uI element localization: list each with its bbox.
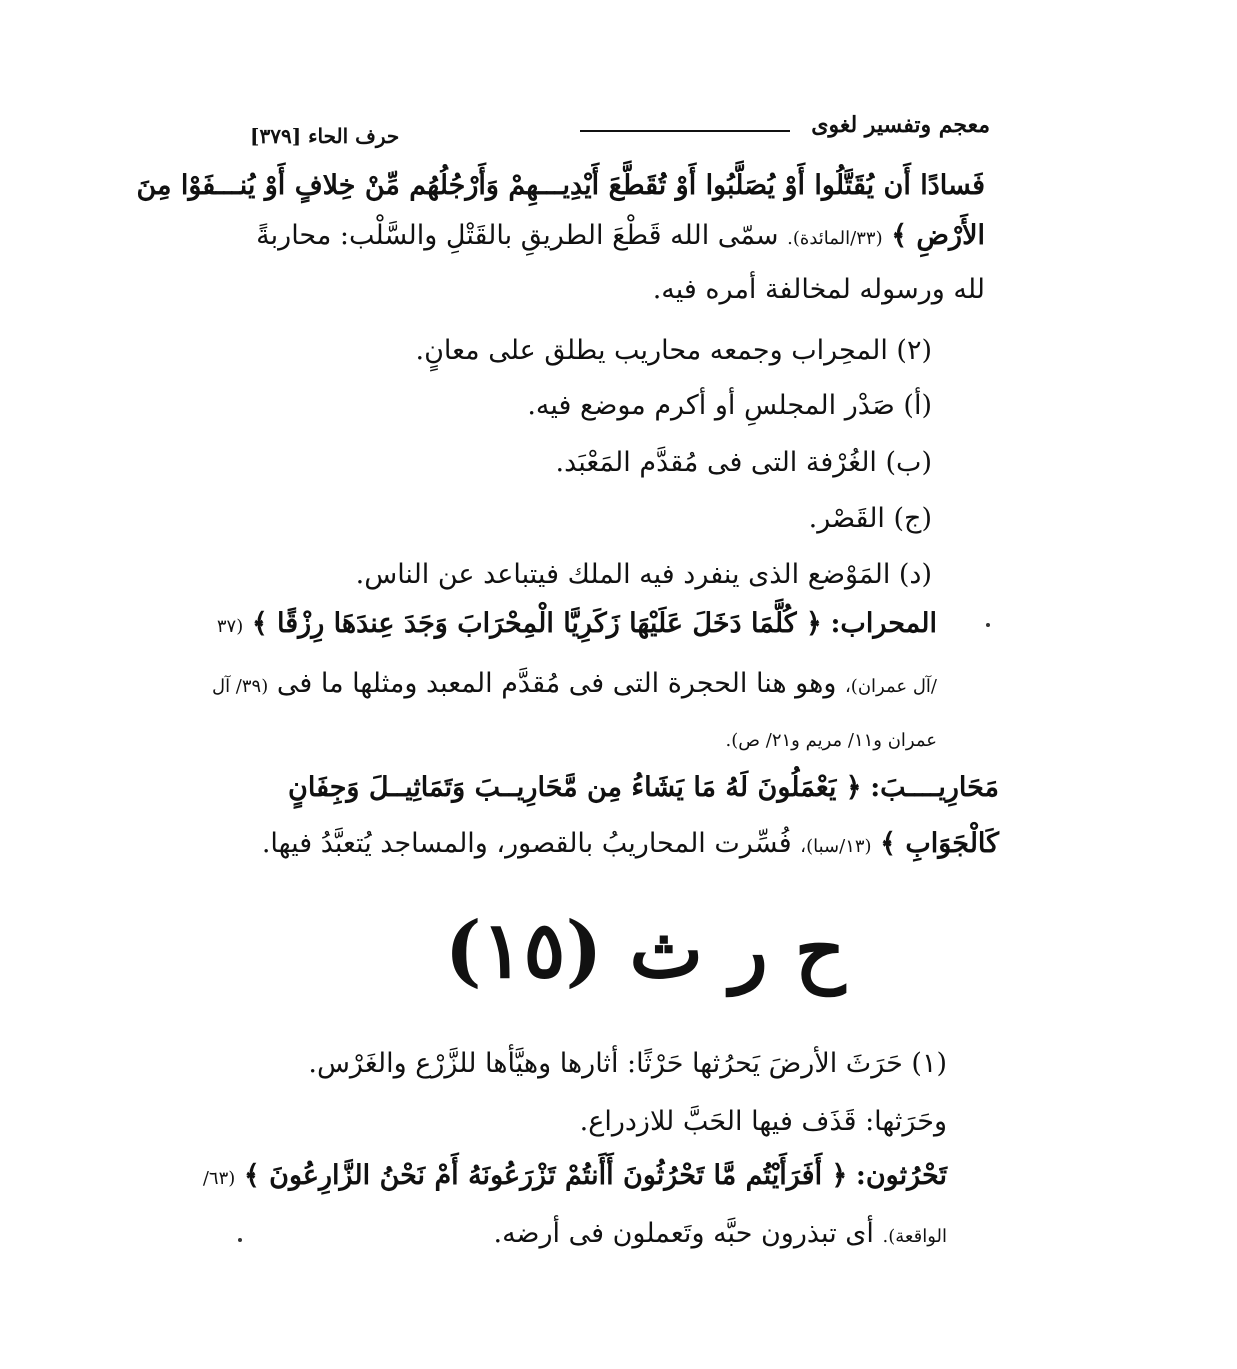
section-label: حرف الحاء [٣٧٩]: [250, 124, 400, 148]
root-heading: ح ر ث (١٥): [444, 905, 846, 996]
definition-line: (١) حَرَثَ الأرضَ يَحرُثها حَرْثًا: أثارها وهيَّأها للزَّرْع والغَرْس.: [308, 1048, 947, 1079]
verse-quote: ﴿ كُلَّمَا دَخَلَ عَلَيْهَا زَكَرِيَّا الْمِحْرَابَ وَجَدَ عِندَهَا رِزْقًا ﴾: [251, 608, 822, 639]
verse-reference: (٦٣/: [202, 1168, 236, 1189]
maharib-entry: [239, 770, 999, 890]
verse-reference: الواقعة).: [882, 1226, 947, 1247]
commentary: سمّى الله قَطْعَ الطريقِ بالقَتْلِ والسَّلْب: محاربةً: [256, 220, 779, 251]
mihrab-entry: [212, 608, 937, 768]
verse-line: فَسادًا أَن يُقَتَّلُوا أَوْ يُصَلَّبُوا أَوْ تُقَطَّعَ أَيْدِيـــهِمْ وَأَرْجُلُهُم مِّنْ خِلافٍ أَوْ يُنـــفَوْا مِنَ: [136, 170, 985, 201]
commentary: وهو هنا الحجرة التى فى مُقدَّم المعبد ومثلها ما فى: [276, 668, 837, 699]
verse-reference: (١٣/سبا)،: [800, 836, 872, 857]
definition-intro: (٢) المحِراب وجمعه محاريب يطلق على معانٍ.: [415, 335, 932, 366]
definitions-list: [332, 335, 932, 605]
entry-line: [493, 1218, 947, 1249]
scan-speck: [986, 623, 990, 627]
verse-reference: عمران و١١/ مريم و٢١/ ص).: [725, 730, 937, 751]
verse-reference: (٣٧: [216, 616, 244, 637]
harth-entry: [202, 1048, 947, 1268]
paragraph-line: لله ورسوله لمخالفة أمره فيه.: [652, 274, 985, 305]
commentary: أى تبذرون حبَّه وتَعملون فى أرضه.: [493, 1218, 874, 1249]
definition-item: (د) المَوْضع الذى ينفرد فيه الملك فيتباعد عن الناس.: [355, 559, 932, 590]
entry-head: تَحْرُثون:: [855, 1160, 947, 1191]
verse-end: كَالْجَوَابِ ﴾: [880, 828, 999, 859]
verse-reference: (٣٣/المائدة).: [787, 228, 883, 249]
definition-item: (أ) صَدْر المجلسِ أو أكرم موضع فيه.: [527, 390, 932, 421]
commentary: فُسِّرت المحاريبُ بالقصور، والمساجد يُتعبَّدُ فيها.: [261, 828, 792, 859]
definition-item: (ب) الغُرْفة التى فى مُقدَّم المَعْبَد.: [555, 447, 932, 478]
entry-line: [262, 828, 999, 859]
entry-head: المحراب:: [830, 608, 937, 639]
definition-line: وحَرَثها: قَذَف فيها الحَبَّ للازدراع.: [579, 1106, 947, 1137]
verse-quote: ﴿ أَفَرَأَيْتُم مَّا تَحْرُثُونَ أَأَنتُمْ تَزْرَعُونَهُ أَمْ نَحْنُ الزَّارِعُونَ ﴾: [243, 1160, 848, 1191]
header-rule: [580, 130, 790, 132]
scan-speck: [238, 1238, 242, 1242]
book-title: معجم وتفسير لغوى: [811, 112, 990, 138]
entry-line: [212, 668, 937, 699]
entry-head: مَحَارِيــــبَ:: [870, 772, 999, 803]
entry-line: [217, 608, 937, 639]
verse-end: الأَرْضِ ﴾: [891, 220, 985, 251]
entry-line: [288, 772, 999, 803]
entry-line: [203, 1160, 947, 1191]
verse-quote: ﴿ يَعْمَلُونَ لَهُ مَا يَشَاءُ مِن مَّحَارِيــبَ وَتَمَاثِيــلَ وَجِفَانٍ: [288, 772, 862, 803]
paragraph-line: [256, 220, 985, 251]
running-header: [250, 112, 990, 152]
definition-item: (ج) القَصْر.: [808, 503, 932, 534]
top-paragraph: [136, 162, 985, 332]
verse-reference: (٣٩/ آل: [212, 676, 269, 697]
verse-reference: /آل عمران)،: [845, 676, 937, 697]
